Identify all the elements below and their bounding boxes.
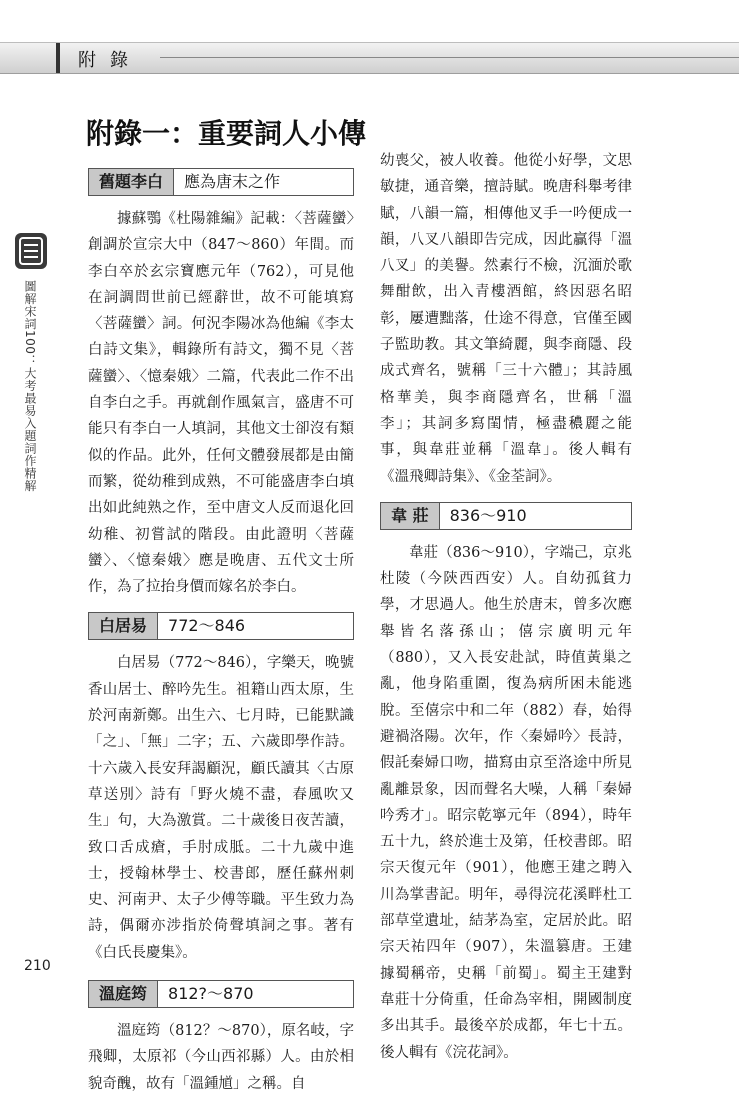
poet-dates: 應為唐末之作	[174, 169, 353, 195]
header-rule	[160, 57, 739, 58]
section-header-bai-juyi	[88, 612, 354, 640]
section-header-wei-zhuang	[380, 502, 632, 530]
book-title-vertical: 圖解宋詞100：大考最易入題詞作精解	[23, 280, 37, 492]
poet-name: 溫庭筠	[89, 981, 158, 1007]
page-header-band	[0, 42, 739, 74]
right-column	[380, 148, 632, 1066]
biography-paragraph: 據蘇鶚《杜陽雜編》記載：〈菩薩蠻〉創調於宣宗大中（847～860）年間。而李白卒於玄宗寶應元年（762），可見他在詞調問世前已經辭世，故不可能填寫〈菩薩蠻〉詞。何況李陽冰為他編《李太白詩文集》，輯錄所有詩文，獨不見〈菩薩蠻〉、〈憶秦娥〉二篇，代表此二作不出自李白之手。再就創作風氣言，盛唐不可能只有李白一人填詞，其他文士卻沒有類似的作品。此外，任何文體發展都是由簡而繁，從幼稚到成熟，不可能盛唐李白填出如此純熟之作，至中唐文人反而退化回幼稚、初嘗試的階段。由此證明〈菩薩蠻〉、〈憶秦娥〉應是晚唐、五代文士所作，為了拉抬身價而嫁名於李白。	[88, 211, 354, 596]
poet-name: 韋 莊	[381, 503, 440, 529]
poet-dates: 836～910	[440, 503, 631, 529]
section-header-wen-tingyun	[88, 980, 354, 1008]
page-title: 附錄一：重要詞人小傳	[86, 117, 367, 150]
page-number: 210	[24, 958, 51, 974]
poet-name: 舊題李白	[89, 169, 174, 195]
left-column	[88, 160, 354, 1097]
section-header-li-bai	[88, 168, 354, 196]
biography-paragraph: 韋莊（836～910），字端己，京兆杜陵（今陝西西安）人。自幼孤貧力學，才思過人。他生於唐末，曾多次應舉皆名落孫山；僖宗廣明元年（880），又入長安赴試，時值黃巢之亂，他身陷重圍，復為病所困未能逃脫。至僖宗中和二年（882）春，始得避禍洛陽。次年，作〈秦婦吟〉長詩，假託秦婦口吻，描寫由京至洛途中所見亂離景象，因而聲名大噪，人稱「秦婦吟秀才」。昭宗乾寧元年（894），時年五十九，終於進士及第，任校書郎。昭宗天復元年（901），他應王建之聘入川為掌書記。明年，尋得浣花溪畔杜工部草堂遺址，結茅為室，定居於此。昭宗天祐四年（907），朱溫篡唐。王建據蜀稱帝，史稱「前蜀」。蜀主王建對韋莊十分倚重，任命為宰相，開國制度多出其手。最後卒於成都，年七十五。後人輯有《浣花詞》。	[380, 544, 632, 1061]
biography-paragraph: 白居易（772～846），字樂天，晚號香山居士、醉吟先生。祖籍山西太原，生於河南新鄭。出生六、七月時，已能默識「之」、「無」二字；五、六歲即學作詩。十六歲入長安拜謁顧況，顧氏讀其〈古原草送別〉詩有「野火燒不盡，春風吹又生」句，大為激賞。二十歲後日夜苦讀，致口舌成瘡，手肘成胝。二十九歲中進士，授翰林學士、校書郎，歷任蘇州刺史、河南尹、太子少傅等職。平生致力為詩，偶爾亦涉指於倚聲填詞之事。著有《白氏長慶集》。	[88, 655, 354, 961]
header-section-label: 附錄	[78, 50, 142, 71]
biography-continuation: 幼喪父，被人收養。他從小好學，文思敏捷，通音樂，擅詩賦。晚唐科舉考律賦，八韻一篇，相傳他叉手一吟便成一韻，八叉八韻即告完成，因此贏得「溫八叉」的美譽。然素行不檢，沉湎於歌舞酣飲，出入青樓酒館，終因惡名昭彰，屢遭黜落，仕途不得意，官僅至國子監助教。其文筆綺麗，與李商隱、段成式齊名，號稱「三十六體」；其詩風格華美，與李商隱齊名，世稱「溫李」；其詞多寫閨情，極盡穠麗之能事，與韋莊並稱「溫韋」。後人輯有《溫飛卿詩集》、《金荃詞》。	[380, 153, 632, 485]
biography-paragraph: 溫庭筠（812？～870），原名岐，字飛卿，太原祁（今山西祁縣）人。由於相貌奇醜，故有「溫鍾馗」之稱。自	[88, 1023, 354, 1092]
book-logo-icon	[14, 232, 48, 270]
header-tick-mark	[56, 43, 60, 73]
poet-name: 白居易	[89, 613, 158, 639]
poet-dates: 772～846	[158, 613, 353, 639]
poet-dates: 812?～870	[158, 981, 353, 1007]
